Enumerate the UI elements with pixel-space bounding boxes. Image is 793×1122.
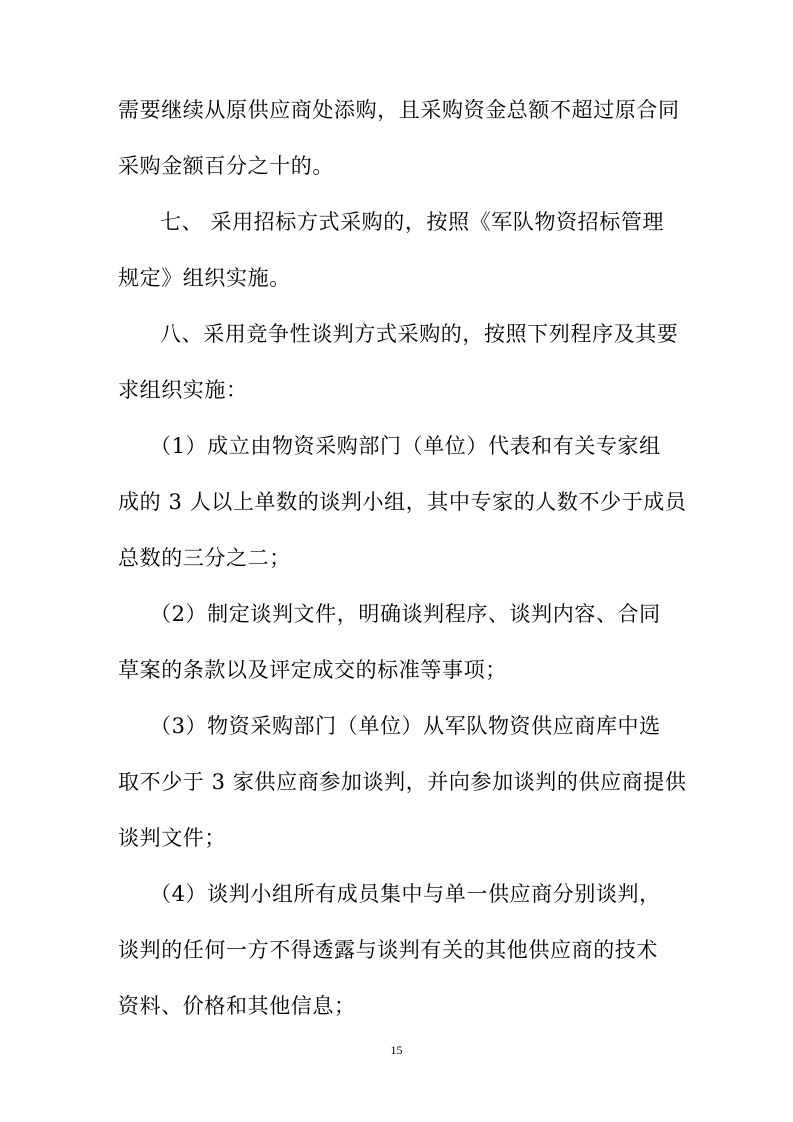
text-line: （2）制定谈判文件，明确谈判程序、谈判内容、合同 — [150, 602, 661, 626]
text-line: 草案的条款以及评定成交的标准等事项； — [118, 658, 507, 682]
text-line: 规定》组织实施。 — [118, 266, 291, 290]
text-line: 取不少于 3 家供应商参加谈判，并向参加谈判的供应商提供 — [118, 770, 687, 794]
page-number: 15 — [390, 1043, 403, 1057]
text-line: 求组织实施： — [118, 378, 248, 402]
text-line: 八、采用竞争性谈判方式采购的，按照下列程序及其要 — [160, 322, 679, 346]
text-line: （4）谈判小组所有成员集中与单一供应商分别谈判， — [150, 882, 661, 906]
text-line: 总数的三分之二； — [118, 546, 291, 570]
text-line: 谈判文件； — [118, 826, 226, 850]
text-line: 七、 采用招标方式采购的，按照《军队物资招标管理 — [160, 210, 665, 234]
text-line: 谈判的任何一方不得透露与谈判有关的其他供应商的技术 — [118, 938, 658, 962]
text-line: 成的 3 人以上单数的谈判小组，其中专家的人数不少于成员 — [118, 490, 687, 514]
text-line: 资料、价格和其他信息； — [118, 994, 356, 1018]
text-line: 需要继续从原供应商处添购，且采购资金总额不超过原合同 — [118, 98, 680, 122]
text-line: （1）成立由物资采购部门（单位）代表和有关专家组 — [150, 434, 661, 458]
text-line: 采购金额百分之十的。 — [118, 154, 334, 178]
text-line: （3）物资采购部门（单位）从军队物资供应商库中选 — [150, 714, 661, 738]
